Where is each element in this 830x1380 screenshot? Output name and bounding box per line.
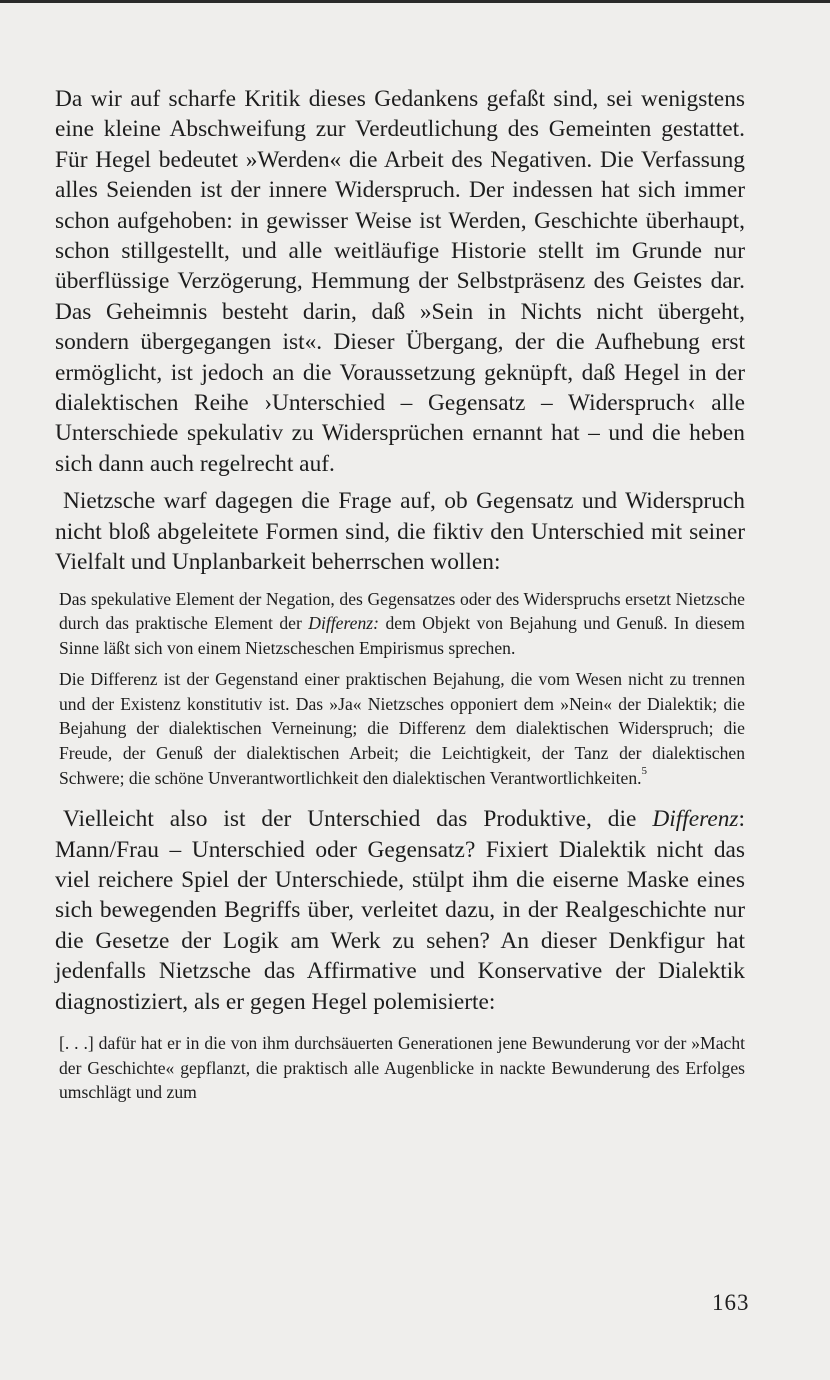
blockquote-differenz-2 [55, 667, 745, 790]
footnote-marker: 5 [641, 764, 648, 777]
paragraph-text: : Mann/Frau – Unterschied oder Gegensatz? Fixiert Dialektik nicht das viel reichere Spiel der Unterschiede, stülpt ihm die eiserne Maske eines sich bewegenden Begriffs über, verleitet dazu, in der Realgeschichte nur die Gesetze der Logik am Werk zu sehen? An dieser Denkfigur hat jedenfalls Nietzsche das Affirmative und Konservative der Dialektik diagnostiziert, als er gegen Hegel polemisierte: [55, 806, 745, 1015]
blockquote-macht-der-geschichte: [. . .] dafür hat er in die von ihm durchsäuerten Generationen jene Bewunderung vor der »Macht der Geschichte« gepflanzt, die praktisch alle Augenblicke in nackte Bewunderung des Erfolges umschlägt und zum [59, 1033, 745, 1103]
paragraph-nietzsche-question: Nietzsche warf dagegen die Frage auf, ob Gegensatz und Widerspruch nicht bloß abgeleitete Formen sind, die fiktiv den Unterschied mit seiner Vielfalt und Unplanbarkeit beherrschen wollen: [55, 488, 745, 576]
paragraph-emphasis: Differenz [652, 806, 739, 833]
quote-text: Das spekulative Element der Negation, des Gegensatzes oder des Widerspruchs ersetzt Nietzsche durch das praktische Element der [59, 588, 745, 634]
paragraph-unterschied-produktiv [55, 804, 745, 1017]
paragraph-text: Vielleicht also ist der Unterschied das Produktive, die [63, 806, 653, 833]
page-number: 163 [712, 1290, 750, 1315]
top-edge-line [0, 0, 830, 3]
quote-text: Die Differenz ist der Gegenstand einer praktischen Bejahung, die vom Wesen nicht zu trennen und der Existenz konstitutiv ist. Das »Ja« Nietzsches opponiert dem »Nein« der Dialektik; die Bejahung der dialektischen Verneinung; die Differenz dem dialektischen Widerspruch; die Freude, der Genuß der dialektischen Arbeit; die Leichtigkeit, der Tanz der dialektischen Schwere; die schöne Unverantwortlichkeit den dialektischen Verantwortlichkeiten. [59, 669, 745, 788]
quote-emphasis: Differenz: [308, 613, 379, 634]
blockquote-differenz-1 [55, 587, 745, 661]
page-body [55, 84, 745, 1105]
quote-text: dem Objekt von Bejahung und Genuß. In diesem Sinne läßt sich von einem Nietzscheschen Empirismus sprechen. [59, 613, 745, 658]
paragraph-hegel-werden: Da wir auf scharfe Kritik dieses Gedankens gefaßt sind, sei wenigstens eine kleine Abschweifung zur Verdeutlichung des Gemeinten gestattet. Für Hegel bedeutet »Werden« die Arbeit des Negativen. Die Verfassung alles Seienden ist der innere Widerspruch. Der indessen hat sich immer schon aufgehoben: in gewisser Weise ist Werden, Geschichte überhaupt, schon stillgestellt, und alle weitläufige Historie stellt im Grunde nur überflüssige Verzögerung, Hemmung der Selbstpräsenz des Geistes dar. Das Geheimnis besteht darin, daß »Sein in Nichts nicht übergeht, sondern übergegangen ist«. Dieser Übergang, der die Aufhebung erst ermöglicht, ist jedoch an die Voraussetzung geknüpft, daß Hegel in der dialektischen Reihe ›Unterschied – Gegensatz – Widerspruch‹ alle Unterschiede spekulativ zu Widersprüchen ernannt hat – und die heben sich dann auch regelrecht auf. [55, 86, 745, 477]
